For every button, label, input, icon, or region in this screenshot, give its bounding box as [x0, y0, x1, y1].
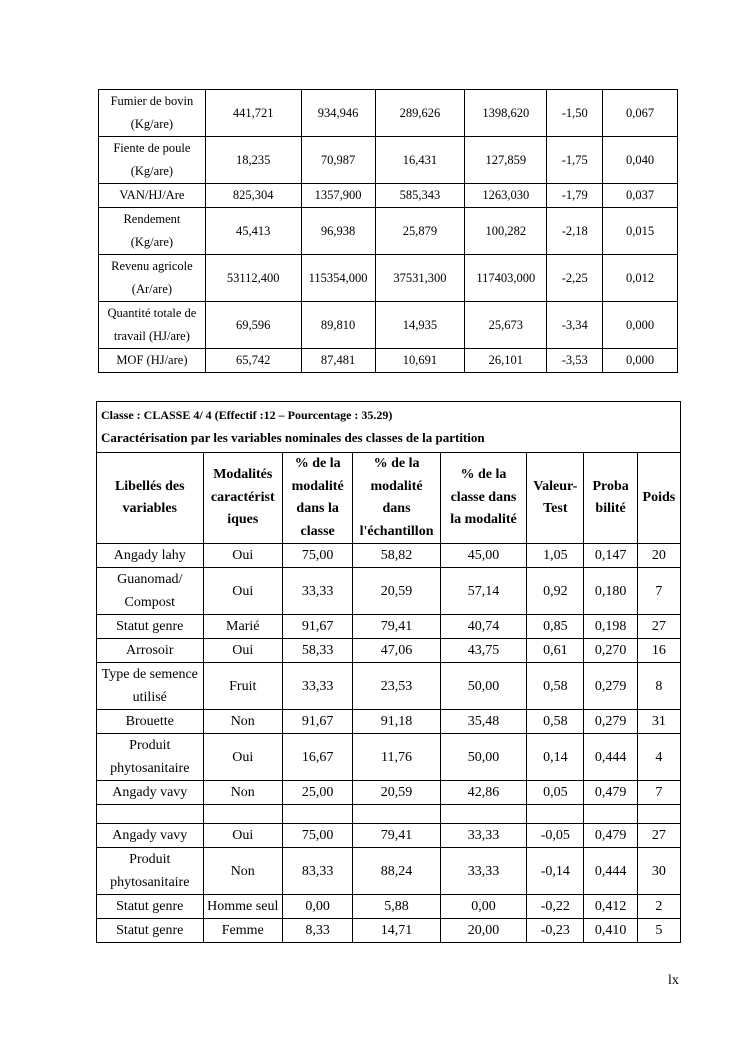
- table-cell: [527, 805, 584, 824]
- table-cell: 33,33: [282, 568, 352, 615]
- table-row: [97, 615, 681, 639]
- table-cell: 0,05: [527, 781, 584, 805]
- table-cell: 65,742: [205, 349, 301, 373]
- table-cell: 45,413: [205, 208, 301, 255]
- variable-label: Type de semence utilisé: [97, 663, 204, 710]
- table-cell: 47,06: [353, 639, 440, 663]
- table-cell: -1,50: [547, 90, 603, 137]
- table-cell: 0,012: [603, 255, 678, 302]
- table-cell: 43,75: [440, 639, 526, 663]
- table-cell: 16,431: [375, 137, 465, 184]
- table-cell: 1398,620: [465, 90, 547, 137]
- table-cell: -1,75: [547, 137, 603, 184]
- modality-cell: Marié: [203, 615, 282, 639]
- table-cell: 88,24: [353, 848, 440, 895]
- modality-cell: Oui: [203, 824, 282, 848]
- table-cell: 37531,300: [375, 255, 465, 302]
- table-row: [97, 639, 681, 663]
- table-cell: 20,59: [353, 568, 440, 615]
- table-cell: 26,101: [465, 349, 547, 373]
- table-cell: 0,015: [603, 208, 678, 255]
- header-pct-classe-modalite: % de la classe dans la modalité: [440, 453, 526, 544]
- modality-cell: Non: [203, 710, 282, 734]
- table-cell: 0,279: [584, 710, 637, 734]
- table-cell: 35,48: [440, 710, 526, 734]
- modality-cell: Non: [203, 848, 282, 895]
- table-cell: [584, 805, 637, 824]
- variable-label: Angady lahy: [97, 544, 204, 568]
- table-cell: 25,00: [282, 781, 352, 805]
- table-cell: 16,67: [282, 734, 352, 781]
- table-cell: 91,67: [282, 615, 352, 639]
- variable-label: Fumier de bovin (Kg/are): [99, 90, 206, 137]
- table-cell: -3,34: [547, 302, 603, 349]
- table-cell: 0,180: [584, 568, 637, 615]
- table-row: [99, 349, 678, 373]
- table-cell: 0,412: [584, 895, 637, 919]
- modality-cell: Fruit: [203, 663, 282, 710]
- table-cell: 33,33: [282, 663, 352, 710]
- variable-label: Fiente de poule (Kg/are): [99, 137, 206, 184]
- table-cell: 0,00: [440, 895, 526, 919]
- table-cell: -1,79: [547, 184, 603, 208]
- table-cell: 30: [637, 848, 680, 895]
- table-cell: 10,691: [375, 349, 465, 373]
- header-libelles: Libellés des variables: [97, 453, 204, 544]
- table-cell: 0,61: [527, 639, 584, 663]
- table-cell: 5: [637, 919, 680, 943]
- table-row: [97, 663, 681, 710]
- table-cell: 0,444: [584, 734, 637, 781]
- table-cell: 75,00: [282, 544, 352, 568]
- variable-label: VAN/HJ/Are: [99, 184, 206, 208]
- table-row: [99, 184, 678, 208]
- table-cell: 23,53: [353, 663, 440, 710]
- variable-label: Rendement (Kg/are): [99, 208, 206, 255]
- table-cell: 45,00: [440, 544, 526, 568]
- table-row: [97, 824, 681, 848]
- table-cell: 14,935: [375, 302, 465, 349]
- table-cell: 18,235: [205, 137, 301, 184]
- table-row: [99, 137, 678, 184]
- table-row: [97, 544, 681, 568]
- table-row: [99, 208, 678, 255]
- variable-label: Revenu agricole (Ar/are): [99, 255, 206, 302]
- table-cell: 0,000: [603, 302, 678, 349]
- table-cell: 0,479: [584, 781, 637, 805]
- table-cell: 57,14: [440, 568, 526, 615]
- table-cell: [637, 805, 680, 824]
- table-cell: 0,85: [527, 615, 584, 639]
- table-cell: -2,18: [547, 208, 603, 255]
- table-cell: 20,00: [440, 919, 526, 943]
- table-cell: 0,00: [282, 895, 352, 919]
- table-row: [97, 781, 681, 805]
- table-cell: [282, 805, 352, 824]
- table-row: [97, 919, 681, 943]
- table-cell: 70,987: [301, 137, 375, 184]
- table-cell: 11,76: [353, 734, 440, 781]
- table-cell: 14,71: [353, 919, 440, 943]
- table-cell: 25,673: [465, 302, 547, 349]
- table-cell: 115354,000: [301, 255, 375, 302]
- table-cell: 16: [637, 639, 680, 663]
- column-header-row: [97, 453, 681, 544]
- table-row: [97, 710, 681, 734]
- table-cell: -0,05: [527, 824, 584, 848]
- variable-label: Angady vavy: [97, 824, 204, 848]
- class-info-row: [97, 402, 681, 453]
- table-row: [97, 568, 681, 615]
- variables-table-continued: [98, 89, 678, 373]
- table-cell: 0,000: [603, 349, 678, 373]
- table-cell: 89,810: [301, 302, 375, 349]
- table-cell: -2,25: [547, 255, 603, 302]
- table-cell: 27: [637, 615, 680, 639]
- table-subtitle: Caractérisation par les variables nominales des classes de la partition: [101, 430, 485, 445]
- table-cell: 1357,900: [301, 184, 375, 208]
- table-cell: 2: [637, 895, 680, 919]
- table-cell: 87,481: [301, 349, 375, 373]
- table-cell: 0,92: [527, 568, 584, 615]
- header-probabilite: Proba bilité: [584, 453, 637, 544]
- table-cell: -0,23: [527, 919, 584, 943]
- table-cell: 5,88: [353, 895, 440, 919]
- variable-label: MOF (HJ/are): [99, 349, 206, 373]
- table-row: [99, 302, 678, 349]
- table-cell: 50,00: [440, 734, 526, 781]
- separator-row: [97, 805, 681, 824]
- modality-cell: Non: [203, 781, 282, 805]
- table-cell: 100,282: [465, 208, 547, 255]
- table-cell: 1263,030: [465, 184, 547, 208]
- table-cell: 20: [637, 544, 680, 568]
- table-cell: 69,596: [205, 302, 301, 349]
- table-cell: 58,33: [282, 639, 352, 663]
- table-cell: 42,86: [440, 781, 526, 805]
- table-cell: 4: [637, 734, 680, 781]
- table-cell: 25,879: [375, 208, 465, 255]
- table-cell: 33,33: [440, 824, 526, 848]
- variable-label: Statut genre: [97, 615, 204, 639]
- header-pct-modalite-echantillon: % de la modalité dans l'échantillon: [353, 453, 440, 544]
- variable-label: Guanomad/ Compost: [97, 568, 204, 615]
- table-cell: 825,304: [205, 184, 301, 208]
- table-cell: -0,22: [527, 895, 584, 919]
- table-cell: 7: [637, 781, 680, 805]
- table-cell: -3,53: [547, 349, 603, 373]
- class-characterization-table: [96, 401, 681, 943]
- table-cell: 27: [637, 824, 680, 848]
- table-cell: 0,58: [527, 710, 584, 734]
- table-row: [97, 848, 681, 895]
- table-cell: 83,33: [282, 848, 352, 895]
- table-cell: 58,82: [353, 544, 440, 568]
- table-cell: 75,00: [282, 824, 352, 848]
- modality-cell: Homme seul: [203, 895, 282, 919]
- table-cell: 8,33: [282, 919, 352, 943]
- variable-label: Brouette: [97, 710, 204, 734]
- table-cell: 0,198: [584, 615, 637, 639]
- modality-cell: Oui: [203, 568, 282, 615]
- table-cell: 0,270: [584, 639, 637, 663]
- modality-cell: Oui: [203, 544, 282, 568]
- table-cell: 117403,000: [465, 255, 547, 302]
- modality-cell: [203, 805, 282, 824]
- table-row: [97, 734, 681, 781]
- table-cell: 127,859: [465, 137, 547, 184]
- table-cell: 53112,400: [205, 255, 301, 302]
- table-row: [97, 895, 681, 919]
- table-row: [99, 255, 678, 302]
- variable-label: Quantité totale de travail (HJ/are): [99, 302, 206, 349]
- table-cell: 7: [637, 568, 680, 615]
- table-cell: 8: [637, 663, 680, 710]
- variable-label: Produit phytosanitaire: [97, 848, 204, 895]
- table-cell: 585,343: [375, 184, 465, 208]
- table-cell: [353, 805, 440, 824]
- table-cell: -0,14: [527, 848, 584, 895]
- table-cell: 91,67: [282, 710, 352, 734]
- table-cell: 31: [637, 710, 680, 734]
- header-valeur-test: Valeur- Test: [527, 453, 584, 544]
- variable-label: Statut genre: [97, 895, 204, 919]
- table-cell: 0,147: [584, 544, 637, 568]
- table-cell: 20,59: [353, 781, 440, 805]
- variable-label: Produit phytosanitaire: [97, 734, 204, 781]
- table-cell: 0,479: [584, 824, 637, 848]
- table-cell: 441,721: [205, 90, 301, 137]
- table-cell: 289,626: [375, 90, 465, 137]
- table-cell: 96,938: [301, 208, 375, 255]
- page-number: lx: [668, 973, 679, 988]
- table-row: [99, 90, 678, 137]
- modality-cell: Oui: [203, 639, 282, 663]
- table-cell: 0,14: [527, 734, 584, 781]
- variable-label: Statut genre: [97, 919, 204, 943]
- table-cell: 0,067: [603, 90, 678, 137]
- header-modalites: Modalités caractérist iques: [203, 453, 282, 544]
- table-cell: [440, 805, 526, 824]
- table-cell: 0,279: [584, 663, 637, 710]
- table-cell: 91,18: [353, 710, 440, 734]
- table-cell: 79,41: [353, 824, 440, 848]
- variable-label: [97, 805, 204, 824]
- table-cell: 934,946: [301, 90, 375, 137]
- header-pct-modalite-classe: % de la modalité dans la classe: [282, 453, 352, 544]
- table-cell: 0,040: [603, 137, 678, 184]
- table-cell: 0,58: [527, 663, 584, 710]
- header-poids: Poids: [637, 453, 680, 544]
- table-cell: 1,05: [527, 544, 584, 568]
- class-line: Classe : CLASSE 4/ 4 (Effectif :12 – Pourcentage : 35.29): [101, 408, 393, 422]
- table-cell: 0,410: [584, 919, 637, 943]
- table-cell: 0,037: [603, 184, 678, 208]
- modality-cell: Femme: [203, 919, 282, 943]
- table-cell: 0,444: [584, 848, 637, 895]
- table-cell: 79,41: [353, 615, 440, 639]
- table-cell: 50,00: [440, 663, 526, 710]
- variable-label: Arrosoir: [97, 639, 204, 663]
- table-cell: 33,33: [440, 848, 526, 895]
- modality-cell: Oui: [203, 734, 282, 781]
- variable-label: Angady vavy: [97, 781, 204, 805]
- table-cell: 40,74: [440, 615, 526, 639]
